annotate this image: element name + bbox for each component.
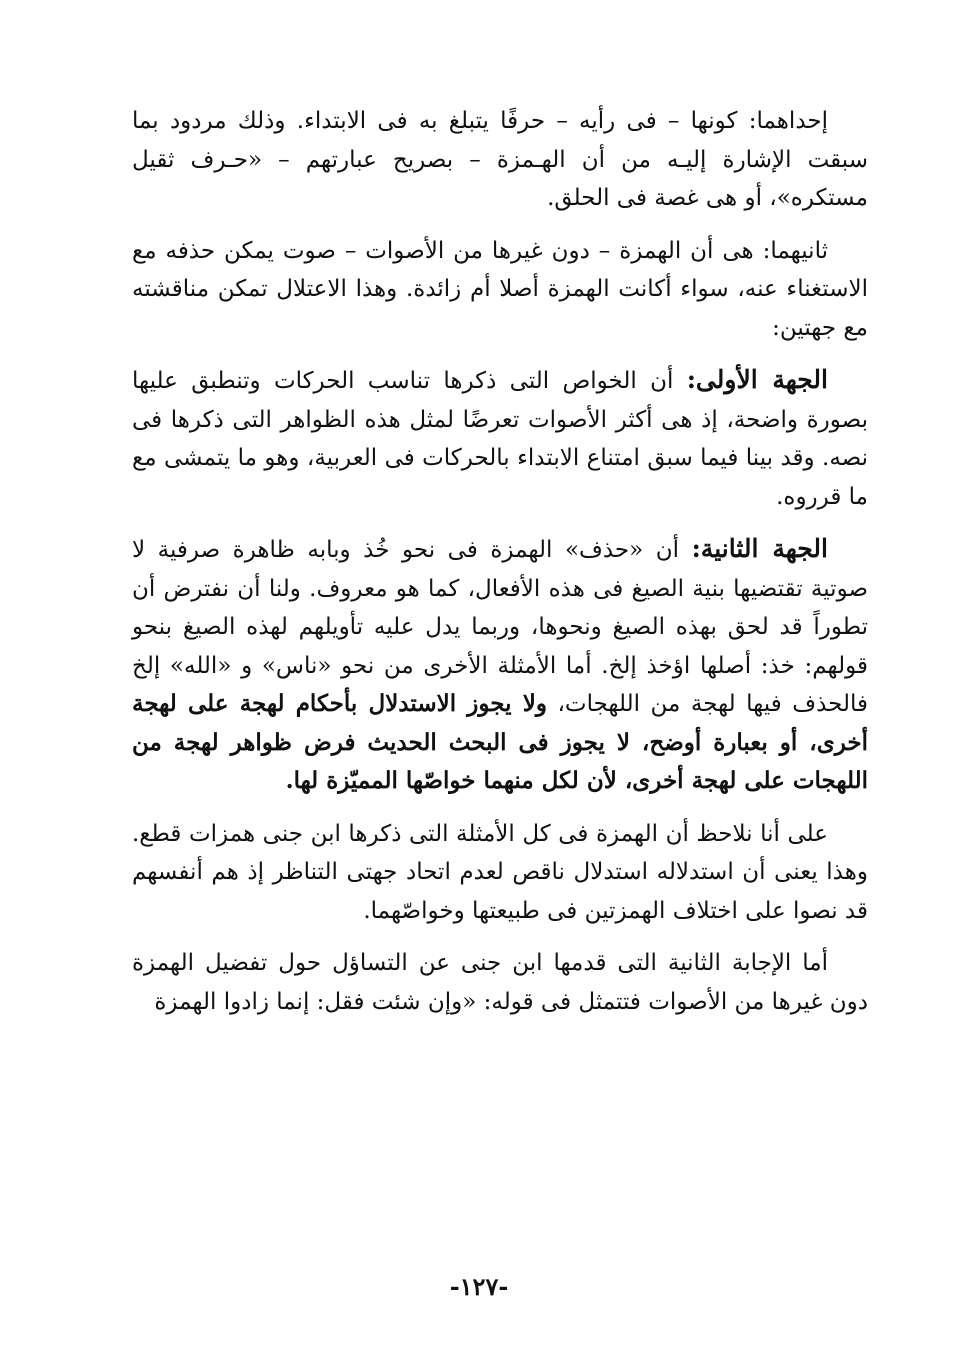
paragraph-4-text: أن «حذف» الهمزة فى نحو خُذ وبابه ظاهرة صرفية لا صوتية تقتضيها بنية الصيغ فى هذه الأفعال، كما هو معروف. ولنا أن نفترض أن تطوراً قد لحق بهذه الصيغ ونحوها، وربما يدل عليه تأويلهم لهذه الصيغ بنحو قولهم: خذ: أصلها اؤخذ إلخ. أما الأمثلة الأخرى من نحو «ناس» و «الله» إلخ فالحذف فيها لهجة من اللهجات، — [132, 537, 869, 717]
paragraph-2-text: ثانيهما: هى أن الهمزة – دون غيرها من الأصوات – صوت يمكن حذفه مع الاستغناء عنه، سواء أكانت الهمزة أصلا أم زائدة. وهذا الاعتلال تمكن مناقشته مع جهتين: — [132, 237, 868, 341]
paragraph-3-heading: الجهة الأولى: — [686, 365, 828, 394]
paragraph-2 — [132, 232, 868, 348]
paragraph-4 — [132, 530, 868, 801]
paragraph-5 — [132, 815, 868, 931]
paragraph-3 — [132, 361, 868, 516]
paragraph-5-text: على أنا نلاحظ أن الهمزة فى كل الأمثلة التى ذكرها ابن جنى همزات قطع. وهذا يعنى أن استدلاله استدلال ناقص لعدم اتحاد جهتى التناظر إذ هم أنفسهم قد نصوا على اختلاف الهمزتين فى طبيعتها وخواصّهما. — [132, 820, 868, 924]
page-number: -١٢٧- — [449, 1272, 509, 1301]
paragraph-4-heading: الجهة الثانية: — [691, 534, 828, 563]
paragraph-1 — [132, 102, 868, 218]
paragraph-1-text: إحداهما: كونها – فى رأيه – حرفًا يتبلغ به فى الابتداء. وذلك مردود بما سبقت الإشارة إليـه من أن الهـمزة – بصريح عبارتهم – «حـرف ثقيل مستكره»، أو هى غصة فى الحلق. — [132, 108, 868, 211]
paragraph-6 — [132, 944, 868, 1021]
paragraph-6-text: أما الإجابة الثانية التى قدمها ابن جنى عن التساؤل حول تفضيل الهمزة دون غيرها من الأصوات فتتمثل فى قوله: «وإن شئت فقل: إنما زادوا الهمزة — [132, 950, 868, 1015]
body-text — [132, 102, 868, 1035]
paragraph-4-bold-text: ولا يجوز الاستدلال بأحكام لهجة على لهجة أخرى، أو بعبارة أوضح، لا يجوز فى البحث الحديث فرض ظواهر لهجة من اللهجات على لهجة أخرى، لأن لكل منهما خواصّها المميّزة لها. — [132, 690, 868, 794]
paragraph-3-text: أن الخواص التى ذكرها تناسب الحركات وتنطبق عليها بصورة واضحة، إذ هى أكثر الأصوات تعرضًا لمثل هذه الظواهر التى ذكرها فى نصه. وقد بينا فيما سبق امتناع الابتداء بالحركات فى العربية، وهو ما يتمشى مع ما قرروه. — [132, 368, 869, 510]
